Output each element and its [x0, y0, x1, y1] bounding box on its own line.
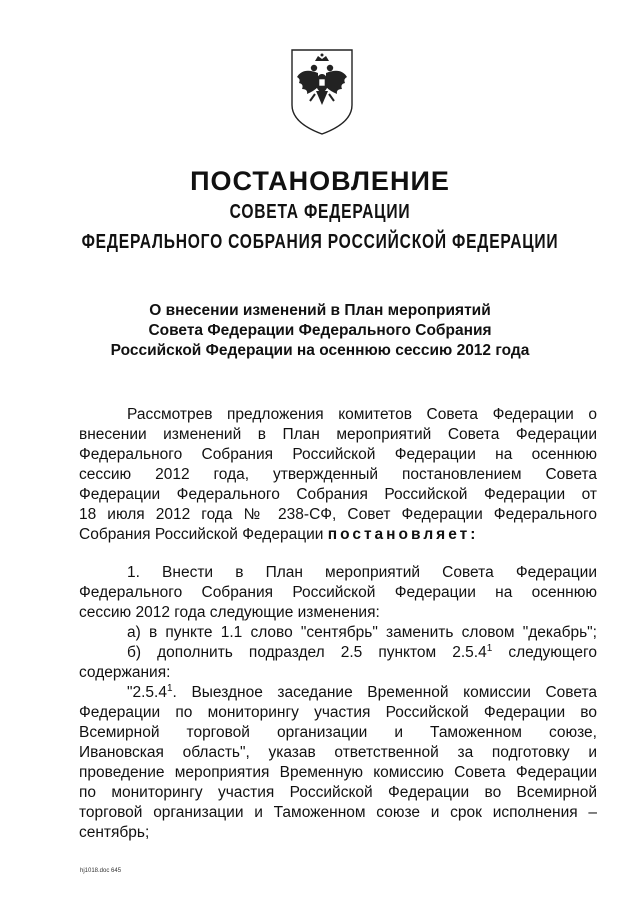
- text-fragment: . Выездное заседание Временной комиссии Совета: [172, 684, 597, 701]
- document-title: ПОСТАНОВЛЕНИЕ: [190, 166, 450, 196]
- superscript: 1: [166, 682, 173, 694]
- text-line: Федерации Федерального Собрания Российской Федерации от: [79, 486, 597, 503]
- text-line: сентябрь;: [79, 824, 150, 841]
- text-fragment: следующего: [492, 644, 597, 661]
- file-reference: hj1018.doc 645: [80, 868, 122, 874]
- text-line: Рассмотрев предложения комитетов Совета Федерации о: [127, 406, 597, 423]
- text-fragment: Собрания Российской Федерации: [79, 526, 328, 543]
- preamble-paragraph: [79, 405, 597, 545]
- text-line: сессию 2012 года, утвержденный постановлением Совета: [79, 466, 597, 483]
- text-line: 1. Внести в План мероприятий Совета Федерации: [127, 564, 597, 581]
- text-line: Всемирной торговой организации и Таможенном союзе,: [79, 724, 597, 741]
- text-fragment: "2.5.4: [127, 684, 167, 701]
- resolves-word: постановляет:: [327, 526, 479, 543]
- text-line: Федерального Собрания Российской Федерации на осеннюю: [79, 446, 597, 463]
- subject-line: О внесении изменений в План мероприятий: [149, 302, 491, 319]
- text-line: проведение мероприятия Временную комиссию Совета Федерации: [79, 764, 597, 781]
- russian-eagle-emblem-icon: [289, 47, 355, 137]
- text-line: [79, 643, 597, 663]
- text-line: сессию 2012 года следующие изменения:: [79, 604, 380, 621]
- text-line: а) в пункте 1.1 слово "сентябрь" заменить словом "декабрь";: [127, 624, 597, 641]
- document-subject: [60, 301, 580, 361]
- text-line: 18 июля 2012 года № 238-СФ, Совет Федерации Федерального: [79, 506, 597, 523]
- issuer-line-1: СОВЕТА ФЕДЕРАЦИИ: [229, 201, 411, 223]
- subject-line: Совета Федерации Федерального Собрания: [148, 322, 492, 339]
- text-line: [79, 683, 597, 703]
- subject-line: Российской Федерации на осеннюю сессию 2012 года: [110, 342, 530, 359]
- text-line: [79, 525, 597, 545]
- superscript: 1: [486, 642, 493, 654]
- text-fragment: б) дополнить подраздел 2.5 пунктом 2.5.4: [127, 644, 487, 661]
- text-line: Федерации по мониторингу участия Российской Федерации во: [79, 704, 597, 721]
- text-line: Федерального Собрания Российской Федерации на осеннюю: [79, 584, 597, 601]
- item-1-paragraph: [79, 563, 597, 843]
- text-line: по мониторингу участия Российской Федерации во Всемирной: [79, 784, 597, 801]
- text-line: торговой организации и Таможенном союзе и срок исполнения –: [79, 804, 597, 821]
- issuer-line-2: ФЕДЕРАЛЬНОГО СОБРАНИЯ РОССИЙСКОЙ ФЕДЕРАЦИИ: [81, 231, 559, 253]
- text-line: содержания:: [79, 664, 171, 681]
- text-line: внесении изменений в План мероприятий Совета Федерации: [79, 426, 597, 443]
- text-line: Ивановская область", указав ответственной за подготовку и: [79, 744, 597, 761]
